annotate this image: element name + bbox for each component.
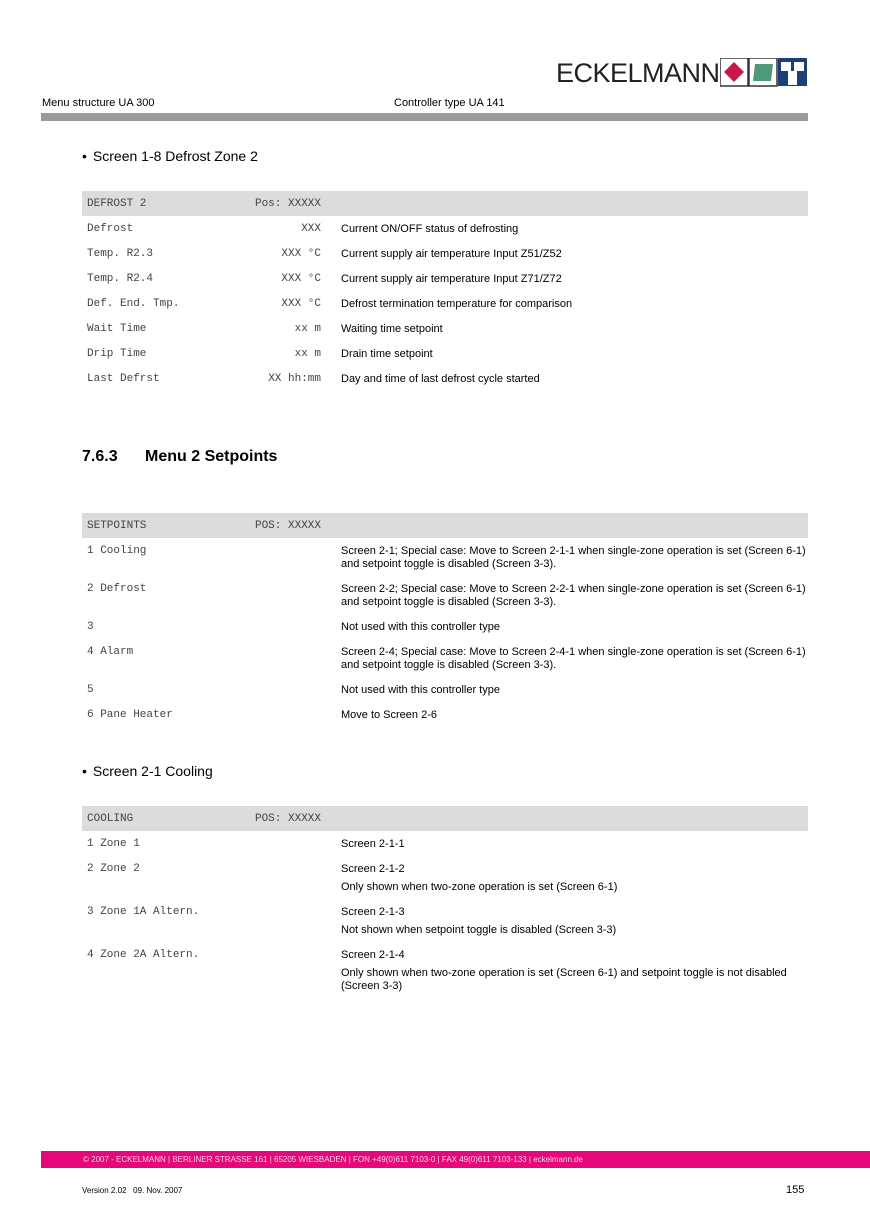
- table-row: [82, 702, 808, 727]
- screen-pos: POS: XXXXX: [237, 513, 321, 538]
- row-description: Move to Screen 2-6: [341, 709, 437, 721]
- row-label: Temp. R2.4: [87, 273, 154, 285]
- table-row: [82, 576, 808, 614]
- row-label: Temp. R2.3: [87, 248, 154, 260]
- bullet-icon: •: [82, 148, 87, 164]
- row-note: Only shown when two-zone operation is set (Screen 6-1): [341, 881, 618, 893]
- row-description: [321, 942, 808, 998]
- section-title: Menu 2 Setpoints: [145, 448, 278, 465]
- table-header-row: [82, 191, 808, 216]
- cooling-section-title: Screen 2-1 Cooling: [92, 763, 213, 779]
- row-value: XXX °C: [281, 273, 321, 285]
- row-value: XX hh:mm: [268, 373, 321, 385]
- header-rule: [41, 113, 808, 121]
- table-header-row: [82, 513, 808, 538]
- row-value: XXX: [301, 223, 321, 235]
- row-description: [321, 856, 808, 899]
- row-value: XXX °C: [281, 298, 321, 310]
- brand-wordmark: ECKELMANN: [556, 58, 720, 88]
- table-row: [82, 241, 808, 266]
- screen-title: DEFROST 2: [82, 191, 237, 216]
- footer-bar: [41, 1151, 870, 1168]
- row-note: Not shown when setpoint toggle is disabled (Screen 3-3): [341, 924, 617, 936]
- screen-pos: Pos: XXXXX: [237, 191, 321, 216]
- row-note: Only shown when two-zone operation is set (Screen 6-1) and setpoint toggle is not disabled (Screen 3-3): [341, 967, 787, 992]
- section-number: 7.6.3: [82, 448, 118, 465]
- header-left-title: Menu structure UA 300: [42, 97, 155, 109]
- table-row: [82, 366, 808, 391]
- row-label: 2 Defrost: [87, 583, 147, 595]
- eckelmann-logo-icon: [720, 58, 810, 88]
- screen-title: SETPOINTS: [82, 513, 237, 538]
- row-description: Screen 2-2; Special case: Move to Screen 2-2-1 when single-zone operation is set (Screen 6-1) and setpoint toggle is disabled (Screen 3-3).: [341, 583, 806, 608]
- row-value: xx m: [294, 348, 321, 360]
- table-row: [82, 899, 808, 942]
- row-label: 4 Zone 2A Altern.: [87, 949, 200, 961]
- row-description: Current ON/OFF status of defrosting: [341, 223, 519, 235]
- row-label: Drip Time: [87, 348, 147, 360]
- row-description: Screen 2-1; Special case: Move to Screen 2-1-1 when single-zone operation is set (Screen 6-1) and setpoint toggle is disabled (Screen 3-3).: [341, 545, 806, 570]
- row-label: 1 Cooling: [87, 545, 147, 557]
- row-description: Waiting time setpoint: [341, 323, 443, 335]
- row-value: xx m: [294, 323, 321, 335]
- footer-copyright: © 2007 - ECKELMANN | BERLINER STRASSE 161 | 65205 WIESBADEN | FON +49(0)611 7103-0 | FAX 49(0)611 7103-133 | eckelmann.de: [83, 1155, 584, 1164]
- row-screen-ref: Screen 2-1-4: [341, 949, 405, 961]
- row-label: Wait Time: [87, 323, 147, 335]
- row-label: 3 Zone 1A Altern.: [87, 906, 200, 918]
- row-screen-ref: Screen 2-1-3: [341, 906, 405, 918]
- row-screen-ref: Screen 2-1-2: [341, 863, 405, 875]
- page-number: 155: [786, 1184, 805, 1196]
- row-description: Not used with this controller type: [341, 621, 500, 633]
- table-row: [82, 316, 808, 341]
- table-row: [82, 216, 808, 241]
- logo-green-shape: [753, 64, 773, 81]
- table-row: [82, 677, 808, 702]
- screen-pos: POS: XXXXX: [237, 806, 321, 831]
- table-row: [82, 614, 808, 639]
- row-value: XXX °C: [281, 248, 321, 260]
- row-description: [321, 899, 808, 942]
- row-label: Def. End. Tmp.: [87, 298, 180, 310]
- row-description: Day and time of last defrost cycle started: [341, 373, 540, 385]
- setpoints-screen-table: [82, 513, 808, 727]
- row-label: 6 Pane Heater: [87, 709, 173, 721]
- cooling-section-heading: [82, 763, 213, 779]
- row-description: Defrost termination temperature for comparison: [341, 298, 573, 310]
- row-label: 4 Alarm: [87, 646, 134, 658]
- header-center-title: Controller type UA 141: [394, 97, 505, 109]
- row-screen-ref: Screen 2-1-1: [341, 838, 405, 850]
- table-header-row: [82, 806, 808, 831]
- table-row: [82, 291, 808, 316]
- defrost-screen-table: [82, 191, 808, 391]
- row-label: 5: [87, 684, 94, 696]
- row-description: Screen 2-4; Special case: Move to Screen 2-4-1 when single-zone operation is set (Screen 6-1) and setpoint toggle is disabled (Screen 3-3).: [341, 646, 806, 671]
- cooling-screen-table: [82, 806, 808, 998]
- row-description: Current supply air temperature Input Z51/Z52: [341, 248, 562, 260]
- row-description: Drain time setpoint: [341, 348, 433, 360]
- table-row: [82, 266, 808, 291]
- row-label: Last Defrst: [87, 373, 160, 385]
- table-row: [82, 942, 808, 998]
- row-label: 2 Zone 2: [87, 863, 140, 875]
- row-description: Not used with this controller type: [341, 684, 500, 696]
- table-row: [82, 341, 808, 366]
- row-description: Current supply air temperature Input Z71/Z72: [341, 273, 562, 285]
- row-label: Defrost: [87, 223, 134, 235]
- row-description: [321, 831, 808, 856]
- bullet-icon: •: [82, 763, 87, 779]
- footer-version: Version 2.02 09. Nov. 2007: [82, 1186, 183, 1195]
- screen-title: COOLING: [82, 806, 237, 831]
- table-row: [82, 831, 808, 856]
- defrost-section-heading: [82, 148, 258, 164]
- defrost-section-title: Screen 1-8 Defrost Zone 2: [92, 148, 258, 164]
- table-row: [82, 639, 808, 677]
- row-label: 3: [87, 621, 94, 633]
- table-row: [82, 856, 808, 899]
- table-row: [82, 538, 808, 576]
- row-label: 1 Zone 1: [87, 838, 140, 850]
